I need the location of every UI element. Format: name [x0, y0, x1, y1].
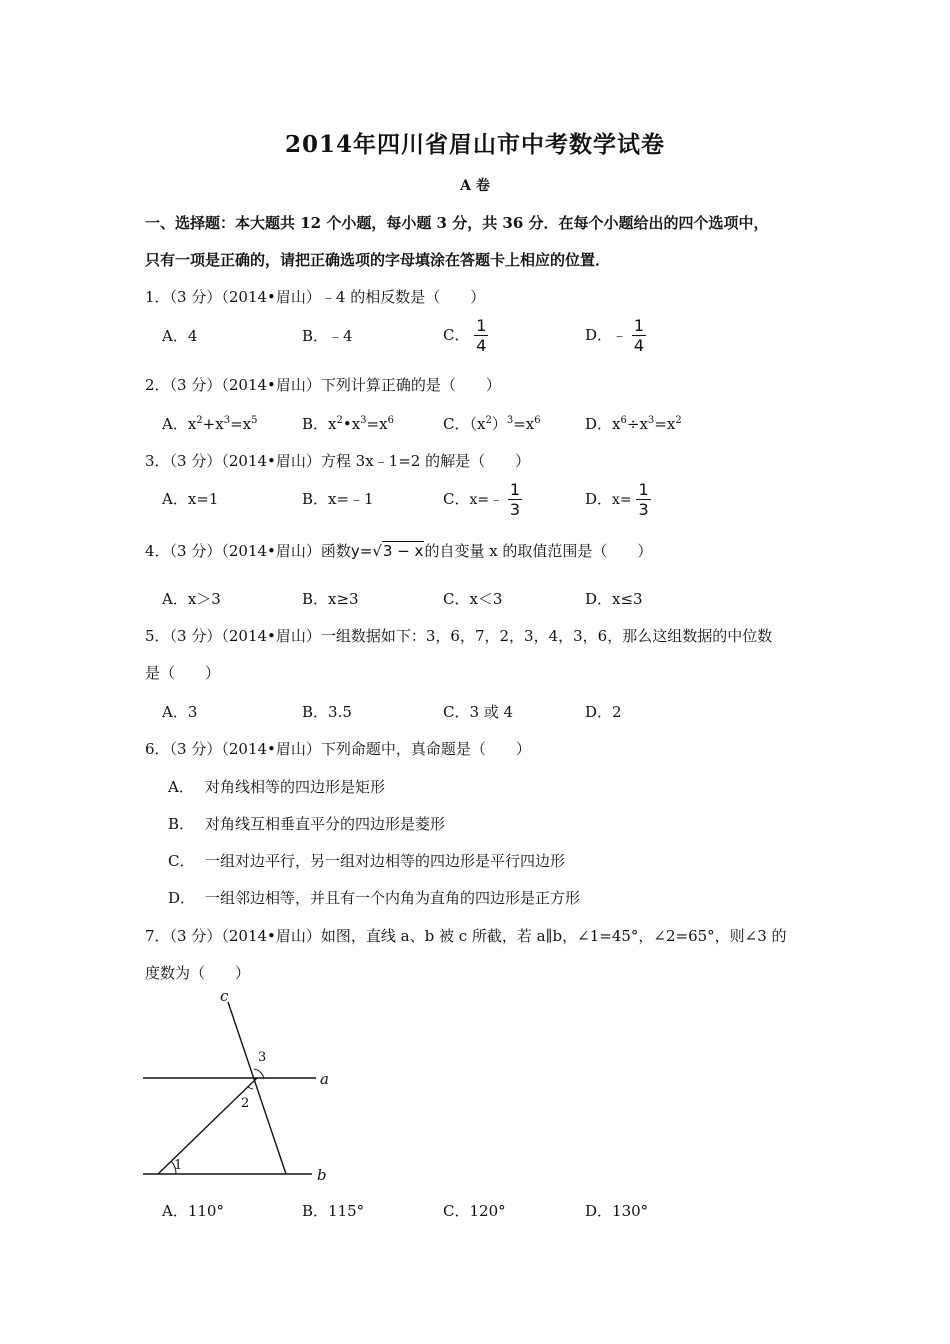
q2-option-d: D．$x^6\div x^3=x^2$: [585, 415, 682, 433]
q1-option-b: B．﹣4: [302, 327, 353, 345]
question-7-stem-line2: 度数为（ ）: [145, 964, 251, 982]
q6-option-a: 对角线相等的四边形是矩形: [205, 778, 386, 796]
angle-3-label: 3: [258, 1050, 267, 1065]
q7-option-d: D．130°: [585, 1202, 649, 1220]
q4-option-c: C．x＜3: [443, 590, 503, 608]
q4-stem-suffix: 的自变量 x 的取值范围是（ ）: [424, 542, 653, 560]
question-5-stem-line2: 是（ ）: [145, 664, 221, 682]
fraction-denominator: 3: [509, 500, 521, 519]
q4-option-a: A．x＞3: [162, 590, 221, 608]
angle-2-arc: [248, 1087, 253, 1089]
q5-option-d: D．2: [585, 703, 622, 721]
fraction-denominator: 4: [633, 336, 644, 355]
q3-option-d-fraction: [636, 482, 650, 518]
q3-option-d-lhs: x=: [612, 492, 632, 508]
question-1-stem: 1．（3 分）（2014•眉山）﹣4 的相反数是（ ）: [145, 288, 486, 306]
q1-option-a: A．4: [162, 327, 198, 345]
fraction-denominator: 3: [638, 500, 649, 519]
q4-option-d: D．x≤3: [585, 590, 643, 608]
q3-option-c-fraction: [508, 482, 522, 518]
question-4-stem: [145, 540, 652, 561]
q7-option-b: B．115°: [302, 1202, 365, 1220]
question-6-stem: 6．（3 分）（2014•眉山）下列命题中，真命题是（ ）: [145, 740, 531, 758]
q7-geometry-figure: [140, 988, 340, 1188]
label-a: a: [320, 1070, 329, 1088]
page-title: 2014年四川省眉山市中考数学试卷: [284, 131, 665, 158]
q1-option-d-fraction: [632, 318, 646, 354]
q7-option-a: A．110°: [162, 1202, 224, 1220]
q3-option-c-lhs: x=﹣: [469, 492, 504, 508]
q3-option-a: A．x=1: [162, 490, 219, 508]
label-c: c: [220, 988, 229, 1005]
q3-option-d-label: D．: [585, 490, 613, 508]
q5-option-b: B．3.5: [302, 703, 352, 721]
section-instructions-line1: 一、选择题：本大题共 12 个小题，每小题 3 分，共 36 分．在每个小题给出的四个选项中，: [145, 214, 769, 232]
q6-option-a-label: A．: [168, 778, 194, 796]
q4-option-b: B．x≥3: [302, 590, 359, 608]
q2-option-a: A．$x^2+x^3=x^5$: [162, 415, 258, 433]
fraction-numerator: 1: [633, 316, 644, 335]
q2-option-b: B．$x^2•x^3=x^6$: [302, 415, 394, 433]
fraction-numerator: 1: [476, 316, 487, 335]
angle-1-label: 1: [174, 1158, 183, 1173]
question-2-stem: 2．（3 分）（2014•眉山）下列计算正确的是（ ）: [145, 376, 501, 394]
fraction-numerator: 1: [509, 480, 521, 499]
q6-option-c-label: C．: [168, 852, 195, 870]
fraction-denominator: 4: [476, 336, 487, 355]
q1-option-c-fraction: [474, 318, 488, 354]
section-subtitle: A 卷: [460, 178, 490, 194]
q4-function-lhs: y=: [350, 542, 373, 560]
q1-option-c-label: C．: [443, 326, 470, 344]
q7-option-c: C．120°: [443, 1202, 506, 1220]
q5-option-c: C．3 或 4: [443, 703, 514, 721]
question-3-stem: 3．（3 分）（2014•眉山）方程 3x﹣1=2 的解是（ ）: [145, 452, 531, 470]
q1-option-d-label: D．﹣: [585, 326, 628, 344]
q4-function-expression: y=√3 − x: [350, 542, 424, 560]
line-c: [228, 1002, 286, 1174]
q6-option-d: 一组邻边相等，并且有一个内角为直角的四边形是正方形: [205, 889, 581, 907]
q1-option-c: [443, 318, 488, 354]
section-instructions-line2: 只有一项是正确的，请把正确选项的字母填涂在答题卡上相应的位置．: [145, 251, 611, 269]
label-b: b: [317, 1166, 327, 1184]
q2-option-c: C．$(x^2)^3=x^6$: [443, 415, 541, 433]
angle-2-label: 2: [241, 1096, 250, 1111]
q5-option-a: A．3: [162, 703, 198, 721]
q6-option-b: 对角线互相垂直平分的四边形是菱形: [205, 815, 446, 833]
transversal-line: [158, 1078, 257, 1174]
q3-option-d: [585, 482, 651, 518]
q6-option-c: 一组对边平行，另一组对边相等的四边形是平行四边形: [205, 852, 566, 870]
q6-option-b-label: B．: [168, 815, 195, 833]
q4-function-radicand: 3 − x: [382, 542, 424, 560]
q6-option-d-label: D．: [168, 889, 196, 907]
q3-option-b: B．x=﹣1: [302, 490, 374, 508]
question-7-stem-line1: 7．（3 分）（2014•眉山）如图，直线 a、b 被 c 所截，若 a∥b，∠1=45°，∠2=65°，则∠3 的: [145, 927, 787, 945]
fraction-numerator: 1: [638, 480, 649, 499]
q3-option-c-label: C．: [443, 490, 470, 508]
q1-option-d: [585, 318, 646, 354]
q3-option-c: [443, 482, 522, 518]
question-5-stem-line1: 5．（3 分）（2014•眉山）一组数据如下：3，6，7，2，3，4，3，6，那么这组数据的中位数: [145, 627, 773, 645]
q4-stem-prefix: 4．（3 分）（2014•眉山）函数: [145, 542, 351, 560]
